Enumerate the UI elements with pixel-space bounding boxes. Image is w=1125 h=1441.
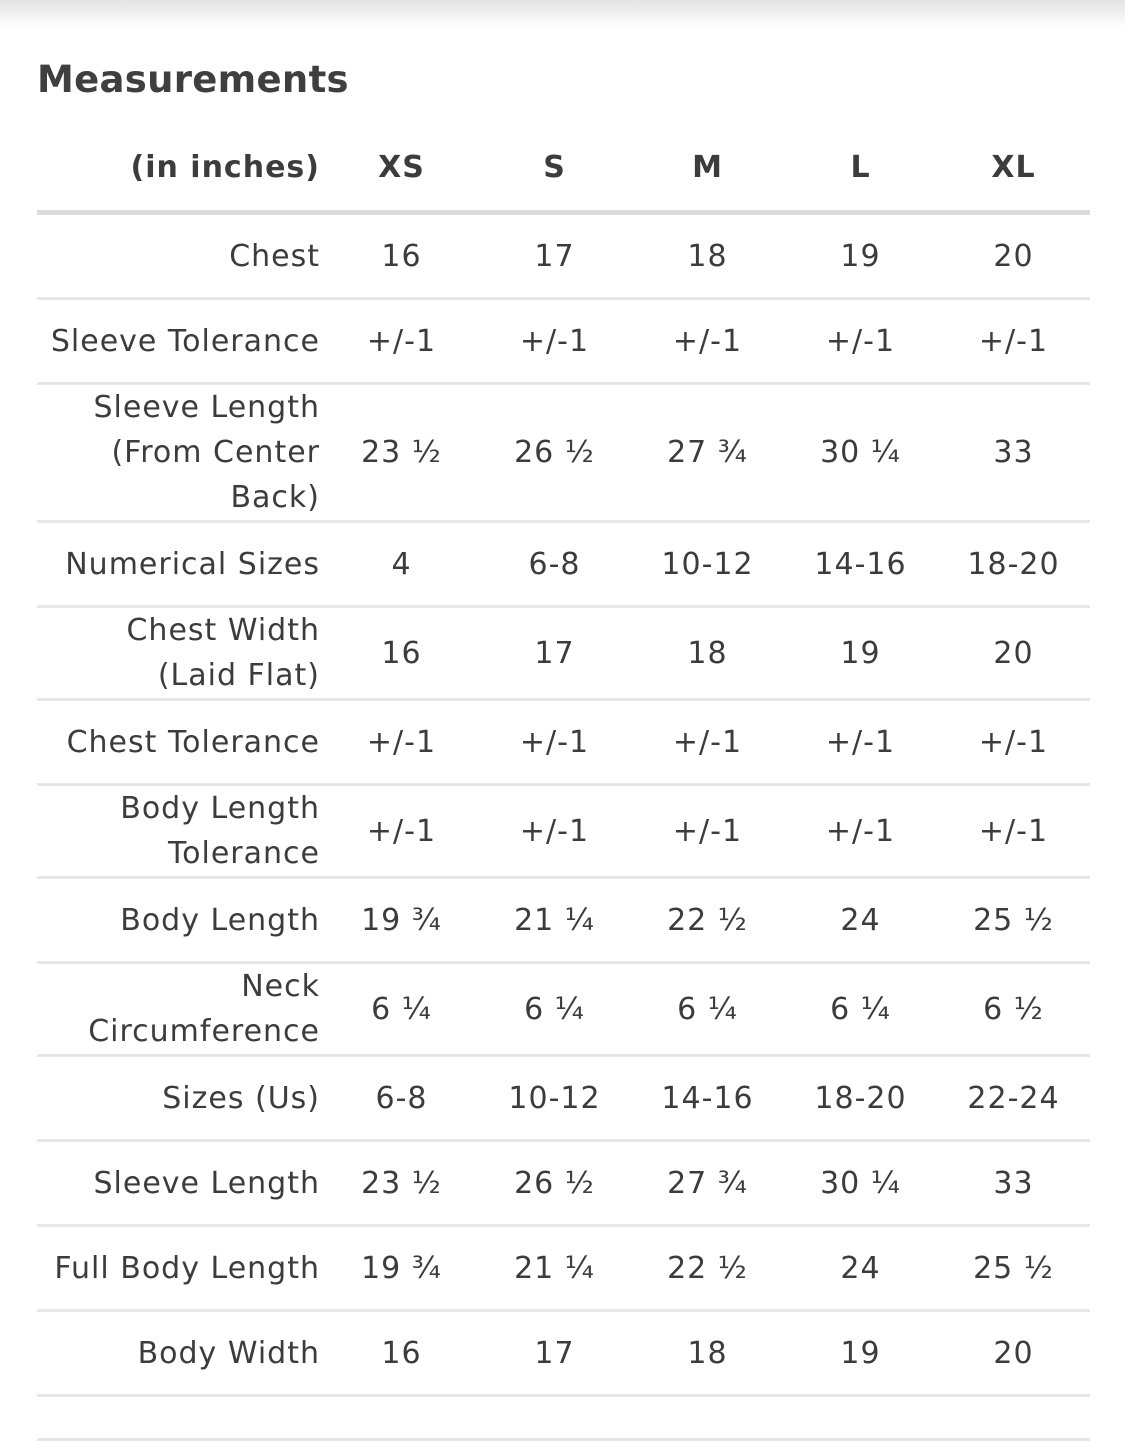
table-cell: 6-8 bbox=[478, 522, 631, 607]
table-row bbox=[37, 213, 1090, 299]
row-label: Neck Circumference bbox=[37, 963, 325, 1056]
table-cell: 18 bbox=[631, 1311, 784, 1396]
table-cell: 27 ¾ bbox=[631, 384, 784, 522]
table-cell: 16 bbox=[325, 607, 478, 700]
table-cell: 23 ½ bbox=[325, 1141, 478, 1226]
table-cell: 18 bbox=[631, 607, 784, 700]
table-cell: 24 bbox=[784, 1226, 937, 1311]
empty-cell bbox=[784, 1396, 937, 1440]
table-row bbox=[37, 607, 1090, 700]
row-label: Sleeve Tolerance bbox=[37, 299, 325, 384]
table-cell: 16 bbox=[325, 1311, 478, 1396]
empty-row bbox=[37, 1396, 1090, 1440]
row-label: Sleeve Length bbox=[37, 1141, 325, 1226]
table-row bbox=[37, 700, 1090, 785]
row-label: Chest bbox=[37, 213, 325, 299]
table-row bbox=[37, 878, 1090, 963]
row-label: Body Length bbox=[37, 878, 325, 963]
header-row bbox=[37, 124, 1090, 213]
table-cell: 18-20 bbox=[937, 522, 1090, 607]
table-cell: +/-1 bbox=[631, 785, 784, 878]
table-cell: 20 bbox=[937, 1311, 1090, 1396]
table-cell: 25 ½ bbox=[937, 878, 1090, 963]
empty-cell bbox=[478, 1396, 631, 1440]
row-label: Chest Width (Laid Flat) bbox=[37, 607, 325, 700]
table-cell: 19 ¾ bbox=[325, 878, 478, 963]
table-cell: 4 bbox=[325, 522, 478, 607]
page-title: Measurements bbox=[37, 58, 349, 101]
row-label: Body Width bbox=[37, 1311, 325, 1396]
table-cell: 18 bbox=[631, 213, 784, 299]
table-cell: 21 ¼ bbox=[478, 878, 631, 963]
table-cell: 30 ¼ bbox=[784, 384, 937, 522]
top-shadow bbox=[0, 0, 1125, 28]
table-cell: 33 bbox=[937, 1141, 1090, 1226]
table-cell: 18-20 bbox=[784, 1056, 937, 1141]
table-cell: +/-1 bbox=[478, 299, 631, 384]
table-cell: 23 ½ bbox=[325, 384, 478, 522]
size-header-xl: XL bbox=[937, 124, 1090, 213]
row-label: Full Body Length bbox=[37, 1226, 325, 1311]
table-cell: 25 ½ bbox=[937, 1226, 1090, 1311]
table-cell: 22 ½ bbox=[631, 878, 784, 963]
table-cell: 26 ½ bbox=[478, 1141, 631, 1226]
table-cell: 22-24 bbox=[937, 1056, 1090, 1141]
empty-cell bbox=[37, 1396, 325, 1440]
table-cell: +/-1 bbox=[325, 785, 478, 878]
row-label: Chest Tolerance bbox=[37, 700, 325, 785]
table-cell: 10-12 bbox=[478, 1056, 631, 1141]
table-row bbox=[37, 1226, 1090, 1311]
row-label: Sizes (Us) bbox=[37, 1056, 325, 1141]
table-cell: 19 bbox=[784, 213, 937, 299]
table-cell: 17 bbox=[478, 607, 631, 700]
table-cell: 33 bbox=[937, 384, 1090, 522]
table-cell: 22 ½ bbox=[631, 1226, 784, 1311]
table-cell: +/-1 bbox=[937, 299, 1090, 384]
table-cell: +/-1 bbox=[937, 700, 1090, 785]
unit-label: (in inches) bbox=[37, 124, 325, 213]
table-cell: 14-16 bbox=[631, 1056, 784, 1141]
row-label: Body Length Tolerance bbox=[37, 785, 325, 878]
table-cell: 6 ¼ bbox=[478, 963, 631, 1056]
table-cell: 27 ¾ bbox=[631, 1141, 784, 1226]
table-cell: 6 ¼ bbox=[631, 963, 784, 1056]
table-cell: +/-1 bbox=[478, 700, 631, 785]
empty-cell bbox=[631, 1396, 784, 1440]
table-cell: +/-1 bbox=[631, 299, 784, 384]
table-cell: +/-1 bbox=[784, 785, 937, 878]
table-cell: +/-1 bbox=[784, 299, 937, 384]
table-cell: 6-8 bbox=[325, 1056, 478, 1141]
table-row bbox=[37, 522, 1090, 607]
table-cell: 6 ¼ bbox=[784, 963, 937, 1056]
table-cell: 10-12 bbox=[631, 522, 784, 607]
table-cell: 20 bbox=[937, 607, 1090, 700]
table-cell: +/-1 bbox=[478, 785, 631, 878]
table-cell: 17 bbox=[478, 1311, 631, 1396]
table-cell: +/-1 bbox=[325, 299, 478, 384]
table-cell: +/-1 bbox=[937, 785, 1090, 878]
table-cell: 19 ¾ bbox=[325, 1226, 478, 1311]
size-header-xs: XS bbox=[325, 124, 478, 213]
table-cell: 14-16 bbox=[784, 522, 937, 607]
table-cell: +/-1 bbox=[325, 700, 478, 785]
size-header-s: S bbox=[478, 124, 631, 213]
table-row bbox=[37, 785, 1090, 878]
table-cell: 19 bbox=[784, 1311, 937, 1396]
table-cell: 21 ¼ bbox=[478, 1226, 631, 1311]
size-header-l: L bbox=[784, 124, 937, 213]
empty-cell bbox=[325, 1396, 478, 1440]
table-row bbox=[37, 1311, 1090, 1396]
table-cell: 6 ¼ bbox=[325, 963, 478, 1056]
size-header-m: M bbox=[631, 124, 784, 213]
table-cell: 26 ½ bbox=[478, 384, 631, 522]
table-row bbox=[37, 384, 1090, 522]
table-cell: 30 ¼ bbox=[784, 1141, 937, 1226]
table-cell: +/-1 bbox=[784, 700, 937, 785]
table-cell: 19 bbox=[784, 607, 937, 700]
table-cell: 24 bbox=[784, 878, 937, 963]
table-cell: +/-1 bbox=[631, 700, 784, 785]
row-label: Sleeve Length (From Center Back) bbox=[37, 384, 325, 522]
table-cell: 17 bbox=[478, 213, 631, 299]
measurements-table bbox=[37, 124, 1090, 1441]
table-cell: 6 ½ bbox=[937, 963, 1090, 1056]
table-row bbox=[37, 963, 1090, 1056]
row-label: Numerical Sizes bbox=[37, 522, 325, 607]
table-row bbox=[37, 1141, 1090, 1226]
empty-cell bbox=[937, 1396, 1090, 1440]
table-row bbox=[37, 299, 1090, 384]
table-cell: 20 bbox=[937, 213, 1090, 299]
table-row bbox=[37, 1056, 1090, 1141]
table-cell: 16 bbox=[325, 213, 478, 299]
